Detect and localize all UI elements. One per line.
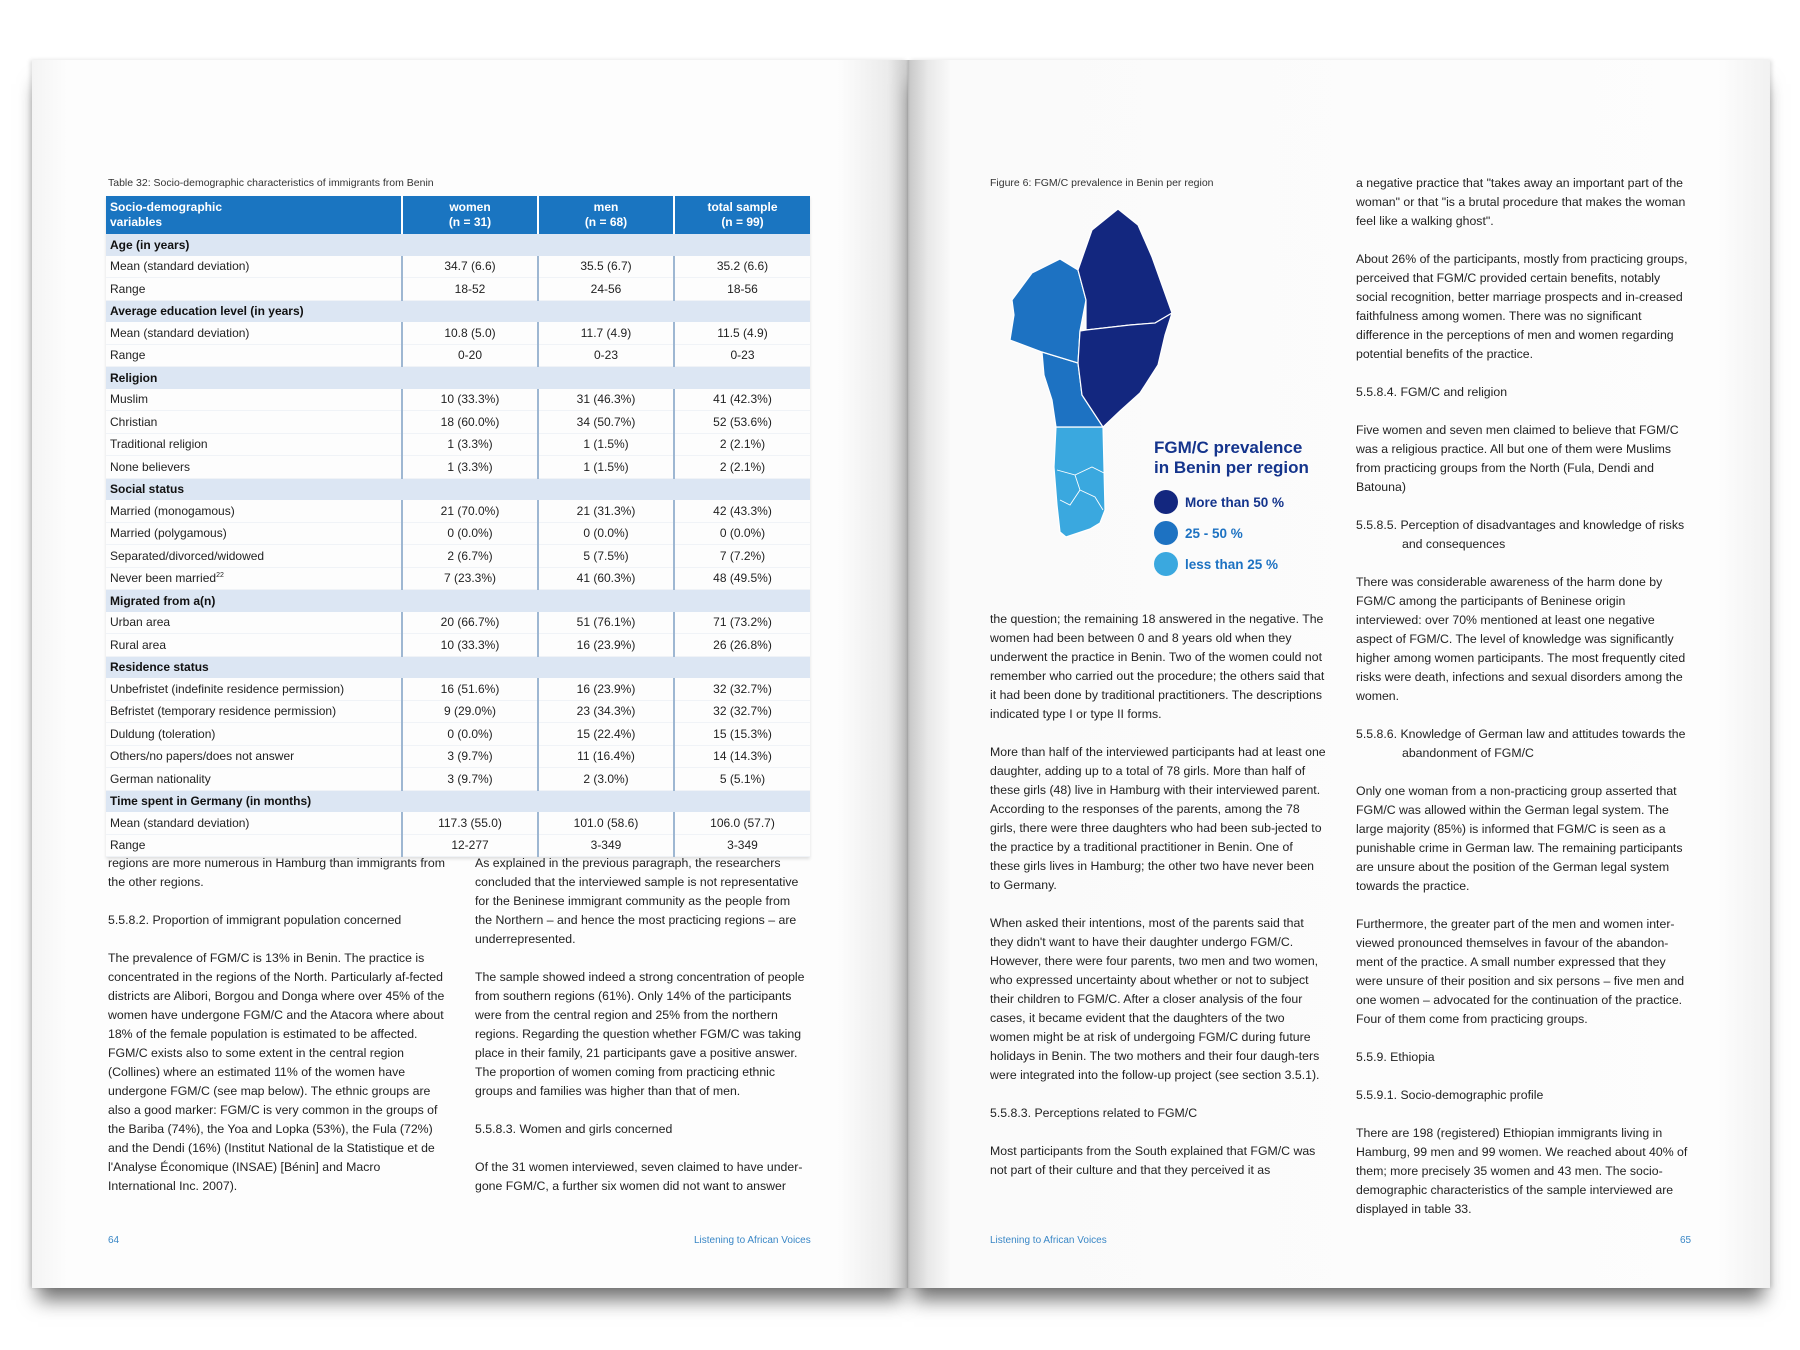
legend-item-medium — [1154, 521, 1243, 545]
column-header — [106, 196, 402, 234]
table-section-row — [106, 234, 810, 256]
paragraph: As explained in the previous paragraph, the researchers concluded that the interviewed sample is not representative for the Beninese immigrant community as the people from the Northern – and hence the most practicing regions – are underrepresented. — [475, 856, 799, 946]
section-heading: 5.5.9. Ethiopia — [1356, 1050, 1435, 1064]
table-cell: 7 (7.2%) — [674, 545, 810, 568]
table-cell: 15 (22.4%) — [538, 723, 674, 746]
table-cell: 3 (9.7%) — [402, 745, 538, 768]
map-region-northwest — [1010, 259, 1086, 363]
table-cell: 11 (16.4%) — [538, 745, 674, 768]
table-section-row — [106, 478, 810, 500]
table-cell: 23 (34.3%) — [538, 700, 674, 723]
table-cell: 3-349 — [674, 834, 810, 857]
table-cell: 18-52 — [402, 278, 538, 301]
table-cell: 0-20 — [402, 344, 538, 367]
table-section-row — [106, 367, 810, 389]
page-number-right: 65 — [1680, 1235, 1692, 1246]
row-label — [106, 411, 402, 434]
row-label — [106, 344, 402, 367]
left-column-2 — [475, 854, 810, 1215]
column-header — [674, 196, 810, 234]
table-row — [106, 256, 810, 278]
table-cell: 42 (43.3%) — [674, 500, 810, 522]
row-label-text: Christian — [110, 414, 158, 429]
table-cell: 31 (46.3%) — [538, 389, 674, 411]
legend-label: less than 25 % — [1185, 556, 1279, 572]
table-row — [106, 456, 810, 479]
page-number-left: 64 — [108, 1235, 120, 1246]
table-row — [106, 433, 810, 456]
footnote-marker: 22 — [216, 572, 224, 580]
table-row — [106, 745, 810, 768]
row-label — [106, 678, 402, 700]
paragraph: The sample showed indeed a strong concentration of people from southern regions (61%). Only 14% of the participants were from the central region and 25% from the northern regions. Regarding the question whether FGM/C was taking place in their family, 21 participants gave a positive answer. The proportion of women coming from practicing ethnic groups and families was higher than that of men. — [475, 970, 805, 1098]
table-cell: 14 (14.3%) — [674, 745, 810, 768]
table-row — [106, 322, 810, 344]
paragraph: Only one woman from a non-practicing group asserted that FGM/C was allowed within the German legal system. The large majority (85%) is informed that FGM/C is seen as a punishable crime in German law. The remaining participants are unsure about the position of the German legal system towards the practice. — [1356, 784, 1683, 893]
table-cell: 3-349 — [538, 834, 674, 857]
table-row — [106, 522, 810, 545]
table-cell: 21 (70.0%) — [402, 500, 538, 522]
row-label-text: German nationality — [110, 771, 211, 786]
row-label-text: Urban area — [110, 615, 171, 630]
table-caption: Table 32: Socio-demographic characteristics of immigrants from Benin — [108, 177, 434, 189]
legend-label: More than 50 % — [1185, 494, 1285, 510]
table-cell: 5 (7.5%) — [538, 545, 674, 568]
row-label — [106, 322, 402, 344]
row-label — [106, 433, 402, 456]
table-cell: 5 (5.1%) — [674, 768, 810, 791]
table-cell: 26 (26.8%) — [674, 634, 810, 657]
table-row — [106, 500, 810, 522]
table-cell: 9 (29.0%) — [402, 700, 538, 723]
table-section-row — [106, 300, 810, 322]
table-cell: 2 (3.0%) — [538, 768, 674, 791]
table-cell: 1 (1.5%) — [538, 433, 674, 456]
paragraph: There are 198 (registered) Ethiopian immigrants living in Hamburg, 99 men and 99 women. We reached about 40% of them; more precisely 35 women and 43 men. The socio-demographic characteristics of the sample interviewed are displayed in table 33. — [1356, 1126, 1688, 1216]
table-header — [106, 196, 810, 234]
table-body — [106, 234, 810, 857]
section-heading: 5.5.8.4. FGM/C and religion — [1356, 385, 1508, 399]
row-label — [106, 723, 402, 746]
legend-item-high — [1154, 490, 1284, 514]
table-cell: 15 (15.3%) — [674, 723, 810, 746]
row-label — [106, 768, 402, 791]
row-label — [106, 456, 402, 479]
table-cell: 0-23 — [674, 344, 810, 367]
row-label-text: Separated/divorced/widowed — [110, 548, 265, 563]
table-section-row — [106, 656, 810, 678]
table-row — [106, 678, 810, 700]
column-header-line: (n = 99) — [721, 215, 764, 229]
table-cell: 52 (53.6%) — [674, 411, 810, 434]
paragraph: regions are more numerous in Hamburg than immigrants from the other regions. — [108, 856, 445, 889]
table-cell: 101.0 (58.6) — [538, 812, 674, 834]
table-row — [106, 634, 810, 657]
row-label-text: Traditional religion — [110, 437, 208, 452]
book-spine — [888, 60, 928, 1288]
legend-title-line1: FGM/C prevalence — [1154, 438, 1303, 457]
table-cell: 2 (2.1%) — [674, 456, 810, 479]
legend-swatch — [1154, 490, 1178, 514]
table-cell: 34.7 (6.6) — [402, 256, 538, 278]
row-label-text: Rural area — [110, 637, 167, 652]
table-section-row — [106, 590, 810, 612]
section-heading: 5.5.8.6. Knowledge of German law and attitudes towards the abandonment of FGM/C — [1356, 727, 1686, 760]
table-row — [106, 411, 810, 434]
row-label — [106, 700, 402, 723]
column-header-line: total sample — [707, 200, 778, 214]
table-cell: 18 (60.0%) — [402, 411, 538, 434]
row-label — [106, 500, 402, 522]
row-label-text: Mean (standard deviation) — [110, 325, 250, 340]
left-column-1 — [108, 854, 450, 1215]
table-row — [106, 768, 810, 791]
row-label — [106, 612, 402, 634]
table-cell: 10.8 (5.0) — [402, 322, 538, 344]
column-header-line: (n = 31) — [448, 215, 492, 229]
table-cell: 0 (0.0%) — [402, 522, 538, 545]
table-cell: 0 (0.0%) — [402, 723, 538, 746]
section-title: Religion — [106, 367, 810, 389]
row-label-text: Mean (standard deviation) — [110, 259, 250, 274]
table-cell: 41 (60.3%) — [538, 567, 674, 590]
paragraph: the question; the remaining 18 answered in the negative. The women had been between 0 and 8 years old when they underwent the practice in Benin. Two of the women could not remember who carried out the procedure; the others said that it had been done by traditional practitioners. The descriptions indicated type I or type II forms. — [990, 612, 1325, 721]
row-label — [106, 256, 402, 278]
table-cell: 1 (1.5%) — [538, 456, 674, 479]
table-cell: 1 (3.3%) — [402, 456, 538, 479]
table-cell: 35.5 (6.7) — [538, 256, 674, 278]
footer-title-right: Listening to African Voices — [990, 1235, 1107, 1246]
table-cell: 24-56 — [538, 278, 674, 301]
table-cell: 12-277 — [402, 834, 538, 857]
table-row — [106, 344, 810, 367]
table-row — [106, 389, 810, 411]
section-heading: 5.5.8.5. Perception of disadvantages and knowledge of risks and consequences — [1356, 518, 1685, 551]
row-label — [106, 812, 402, 834]
section-title: Average education level (in years) — [106, 300, 810, 322]
section-heading: 5.5.8.2. Proportion of immigrant population concerned — [108, 913, 402, 927]
section-title: Age (in years) — [106, 234, 810, 256]
table-section-row — [106, 790, 810, 812]
paragraph: The prevalence of FGM/C is 13% in Benin. The practice is concentrated in the regions of the North. Particularly af-fected districts are Alibori, Borgou and Donga where over 45% of the women have undergone FGM/C and the Atacora where about 18% of the female population is estimated to be affected. FGM/C exists also to some extent in the central region (Collines) where an estimated 11% of the women have undergone FGM/C (see map below). The ethnic groups are also a good marker: FGM/C is very common in the groups of the Bariba (74%), the Yoa and Lopka (53%), the Fula (72%) and the Dendi (16%) (Institut National de la Statistique et de l'Analyse Économique (INSAE) [Bénin] and Macro International Inc. 2007). — [108, 951, 445, 1193]
table-row — [106, 278, 810, 301]
table-cell: 7 (23.3%) — [402, 567, 538, 590]
table-cell: 21 (31.3%) — [538, 500, 674, 522]
row-label — [106, 278, 402, 301]
table-row — [106, 812, 810, 834]
legend-swatch — [1154, 552, 1178, 576]
table-row — [106, 723, 810, 746]
row-label — [106, 389, 402, 411]
column-header-line: (n = 68) — [584, 215, 628, 229]
legend-label: 25 - 50 % — [1185, 525, 1243, 541]
table-cell: 35.2 (6.6) — [674, 256, 810, 278]
table-cell: 106.0 (57.7) — [674, 812, 810, 834]
table-cell: 16 (23.9%) — [538, 678, 674, 700]
right-column-1 — [990, 610, 1326, 1199]
table-cell: 2 (6.7%) — [402, 545, 538, 568]
table-cell: 1 (3.3%) — [402, 433, 538, 456]
column-header-line: men — [593, 200, 619, 214]
table-cell: 48 (49.5%) — [674, 567, 810, 590]
map-region-east — [1078, 313, 1172, 427]
row-label — [106, 545, 402, 568]
column-header-line: women — [449, 200, 491, 214]
legend-swatch — [1154, 521, 1178, 545]
section-heading: 5.5.8.3. Perceptions related to FGM/C — [990, 1106, 1198, 1120]
paragraph: Five women and seven men claimed to believe that FGM/C was a religious practice. All but one of them were Muslims from practicing groups from the North (Fula, Dendi and Batouna) — [1356, 423, 1679, 494]
row-label-text: Range — [110, 348, 146, 363]
table-cell: 16 (23.9%) — [538, 634, 674, 657]
table-cell: 0 (0.0%) — [538, 522, 674, 545]
paragraph: Of the 31 women interviewed, seven claimed to have under-gone FGM/C, a further six women did not want to answer — [475, 1160, 803, 1193]
row-label-text: Married (polygamous) — [110, 526, 227, 541]
section-heading: 5.5.9.1. Socio-demographic profile — [1356, 1088, 1544, 1102]
row-label-text: Duldung (toleration) — [110, 726, 216, 741]
column-header — [538, 196, 674, 234]
footer-title-left: Listening to African Voices — [694, 1235, 811, 1246]
table-cell: 0 (0.0%) — [674, 522, 810, 545]
table-cell: 16 (51.6%) — [402, 678, 538, 700]
paragraph: Most participants from the South explained that FGM/C was not part of their culture and that they perceived it as — [990, 1144, 1316, 1177]
map-region-south — [1054, 427, 1105, 537]
table-row — [106, 567, 810, 590]
section-title: Social status — [106, 478, 810, 500]
paragraph: When asked their intentions, most of the parents said that they didn't want to have their daughter undergo FGM/C. However, there were four parents, two men and two women, who expressed uncertainty about whether or not to subject their children to FGM/C. After a closer analysis of the four cases, it became evident that the daughters of the two women might be at risk of undergoing FGM/C during future holidays in Benin. The two mothers and their four daugh-ters were integrated into the follow-up project (see section 3.5.1). — [990, 916, 1320, 1082]
figure-caption: Figure 6: FGM/C prevalence in Benin per region — [990, 177, 1214, 189]
table-row — [106, 612, 810, 634]
table-cell: 32 (32.7%) — [674, 678, 810, 700]
row-label-text: None believers — [110, 459, 191, 474]
legend-item-low — [1154, 552, 1278, 576]
table-cell: 32 (32.7%) — [674, 700, 810, 723]
section-title: Residence status — [106, 656, 810, 678]
row-label — [106, 522, 402, 545]
table-cell: 10 (33.3%) — [402, 389, 538, 411]
sociodemographic-table — [106, 196, 810, 857]
right-column-2 — [1356, 174, 1692, 1238]
table-row — [106, 545, 810, 568]
table-cell: 51 (76.1%) — [538, 612, 674, 634]
row-label-text: Range — [110, 838, 146, 853]
column-header-line: variables — [110, 215, 163, 229]
row-label-text: Range — [110, 281, 146, 296]
paragraph: More than half of the interviewed participants had at least one daughter, adding up to a total of 78 girls. More than half of these girls (48) live in Hamburg with their interviewed parent. According to the responses of the parents, among the 78 girls, there were three daughters who had been sub-jected to the practice by a traditional practitioner in Benin. One of these girls lives in Hamburg; the other two have never been to Germany. — [990, 745, 1326, 892]
paragraph: About 26% of the participants, mostly from practicing groups, perceived that FGM/C provided certain benefits, notably social recognition, better marriage prospects and in-creased faithfulness among women. There was no significant difference in the perceptions of men and women regarding potential benefits of the practice. — [1356, 252, 1688, 361]
table-cell: 20 (66.7%) — [402, 612, 538, 634]
paragraph: There was considerable awareness of the harm done by FGM/C among the participants of Beninese origin interviewed: over 70% mentioned at least one negative aspect of FGM/C. The level of knowledge was significantly higher among women participants. The most frequently cited risks were death, infections and sexual disorders among the women. — [1356, 575, 1686, 703]
table-cell: 71 (73.2%) — [674, 612, 810, 634]
table-cell: 117.3 (55.0) — [402, 812, 538, 834]
map-region-north — [1078, 209, 1172, 330]
section-title: Time spent in Germany (in months) — [106, 790, 810, 812]
table-cell: 18-56 — [674, 278, 810, 301]
table-header-row — [106, 196, 810, 234]
table-cell: 11.5 (4.9) — [674, 322, 810, 344]
table-cell: 34 (50.7%) — [538, 411, 674, 434]
row-label-text: Others/no papers/does not answer — [110, 749, 295, 764]
row-label — [106, 634, 402, 657]
column-header — [402, 196, 538, 234]
table-cell: 41 (42.3%) — [674, 389, 810, 411]
row-label-text: Married (monogamous) — [110, 503, 235, 518]
row-label-text: Never been married — [110, 571, 217, 586]
legend-title-line2: in Benin per region — [1154, 458, 1309, 477]
paragraph: Furthermore, the greater part of the men and women inter-viewed pronounced themselves in favour of the abandon-ment of the practice. A small number expressed that they were unsure of their position and six persons – five men and one women – advocated for the continuation of the practice. Four of them come from practicing groups. — [1356, 917, 1685, 1026]
table-cell: 11.7 (4.9) — [538, 322, 674, 344]
row-label-text: Unbefristet (indefinite residence permission) — [110, 681, 345, 696]
section-title: Migrated from a(n) — [106, 590, 810, 612]
row-label-text: Befristet (temporary residence permission) — [110, 704, 337, 719]
row-label-text: Muslim — [110, 392, 148, 407]
map-legend-title — [1154, 438, 1309, 478]
section-heading: 5.5.8.3. Women and girls concerned — [475, 1122, 673, 1136]
column-header-line: Socio-demographic — [110, 200, 223, 214]
table-row — [106, 700, 810, 723]
table-cell: 0-23 — [538, 344, 674, 367]
paragraph: a negative practice that "takes away an important part of the woman" or that "is a brutal procedure that makes the woman feel like a walking ghost". — [1356, 176, 1686, 228]
table-cell: 10 (33.3%) — [402, 634, 538, 657]
row-label — [106, 567, 402, 590]
table-cell: 2 (2.1%) — [674, 433, 810, 456]
table-cell: 3 (9.7%) — [402, 768, 538, 791]
row-label-text: Mean (standard deviation) — [110, 815, 250, 830]
row-label — [106, 745, 402, 768]
